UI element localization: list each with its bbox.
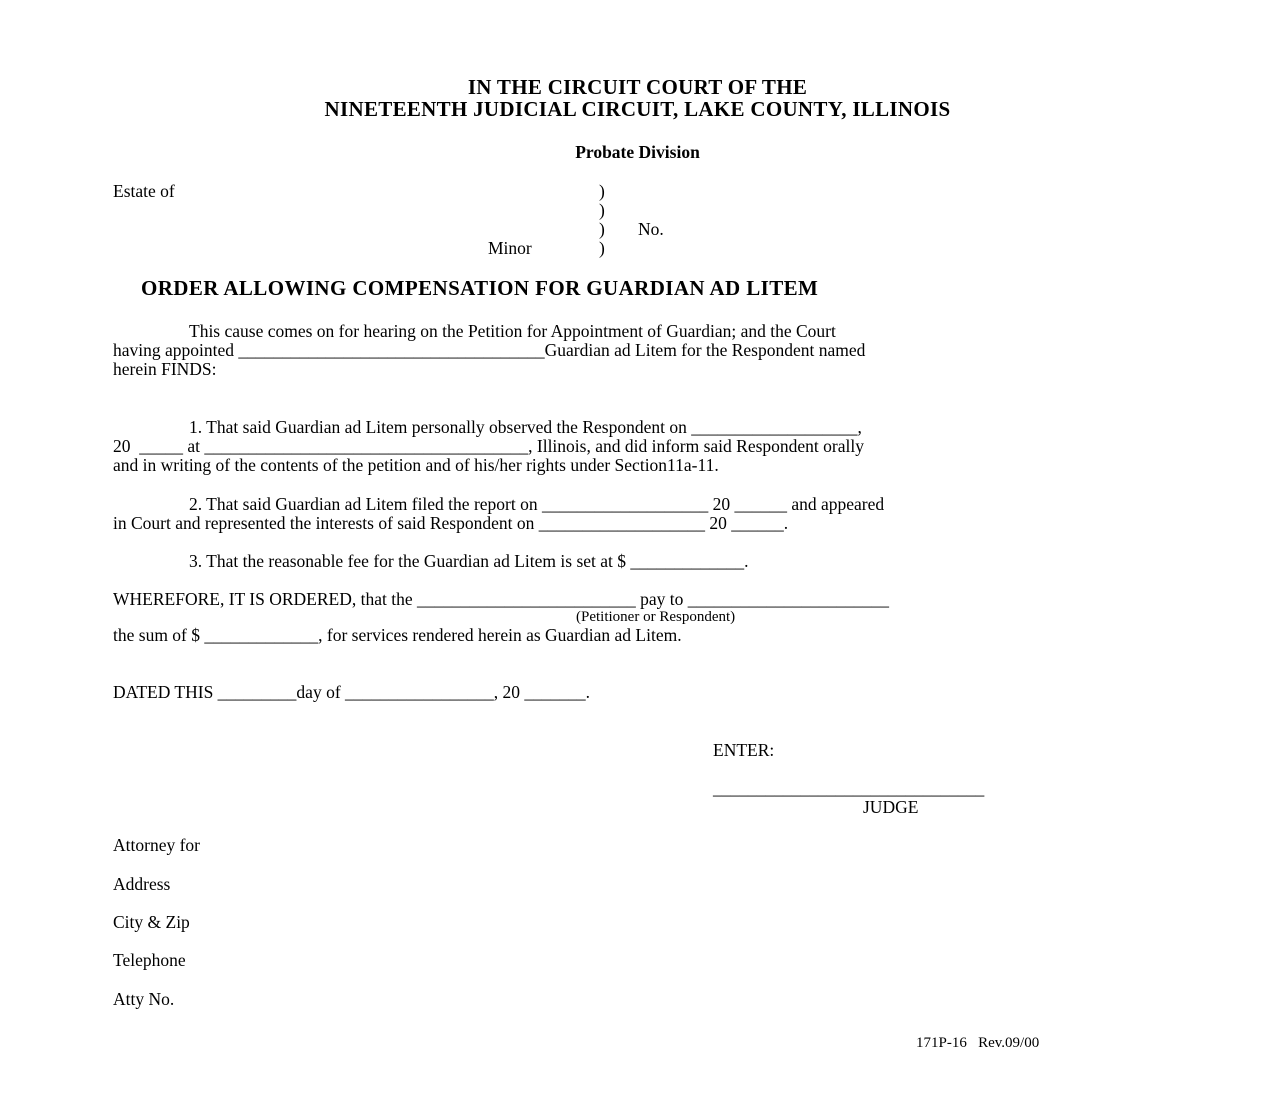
petitioner-or-respondent-label: (Petitioner or Respondent)	[576, 609, 736, 625]
form-number: 171P-16 Rev.09/00	[916, 1035, 1040, 1051]
division-heading: Probate Division	[575, 142, 700, 162]
court-name-line2: NINETEENTH JUDICIAL CIRCUIT, LAKE COUNTY, ILLINOIS	[324, 97, 951, 121]
document-title: ORDER ALLOWING COMPENSATION FOR GUARDIAN AD LITEM	[141, 276, 819, 300]
atty-no-label: Atty No.	[113, 989, 175, 1009]
order-line-2: the sum of $ _____________, for services rendered herein as Guardian ad Litem.	[113, 625, 682, 645]
minor-label: Minor	[488, 238, 532, 258]
finding-3-line-1: 3. That the reasonable fee for the Guardian ad Litem is set at $ _____________.	[189, 551, 749, 571]
order-line-1: WHEREFORE, IT IS ORDERED, that the _________________________ pay to _______________________	[113, 589, 889, 609]
judge-signature-line: _______________________________	[713, 778, 985, 798]
finding-1-line-2: 20 _____ at _____________________________________, Illinois, and did inform said Respondent orally	[113, 436, 864, 456]
estate-of-label: Estate of	[113, 181, 175, 201]
attorney-for-label: Attorney for	[113, 835, 200, 855]
finding-2-line-2: in Court and represented the interests of said Respondent on ___________________ 20 ______.	[113, 513, 789, 533]
caption-paren-1: )	[599, 181, 605, 201]
caption-paren-2: )	[599, 200, 605, 220]
enter-label: ENTER:	[713, 740, 775, 760]
caption-paren-3: )	[599, 219, 605, 239]
address-label: Address	[113, 874, 171, 894]
finding-2-line-1: 2. That said Guardian ad Litem filed the report on ___________________ 20 ______ and appeared	[189, 494, 885, 514]
finding-1-line-3: and in writing of the contents of the petition and of his/her rights under Section11a-11.	[113, 455, 719, 475]
finding-1-line-1: 1. That said Guardian ad Litem personally observed the Respondent on ___________________,	[189, 417, 862, 437]
caption-paren-4: )	[599, 238, 605, 258]
court-name-line1: IN THE CIRCUIT COURT OF THE	[467, 75, 808, 99]
intro-line-1: This cause comes on for hearing on the Petition for Appointment of Guardian; and the Court	[189, 321, 836, 341]
intro-line-2: having appointed ___________________________________Guardian ad Litem for the Respondent named	[113, 340, 866, 360]
telephone-label: Telephone	[113, 950, 186, 970]
dated-line: DATED THIS _________day of _________________, 20 _______.	[113, 682, 591, 702]
city-zip-label: City & Zip	[113, 912, 190, 932]
judge-label: JUDGE	[863, 797, 919, 817]
intro-line-3: herein FINDS:	[113, 359, 217, 379]
case-number-label: No.	[638, 219, 664, 239]
